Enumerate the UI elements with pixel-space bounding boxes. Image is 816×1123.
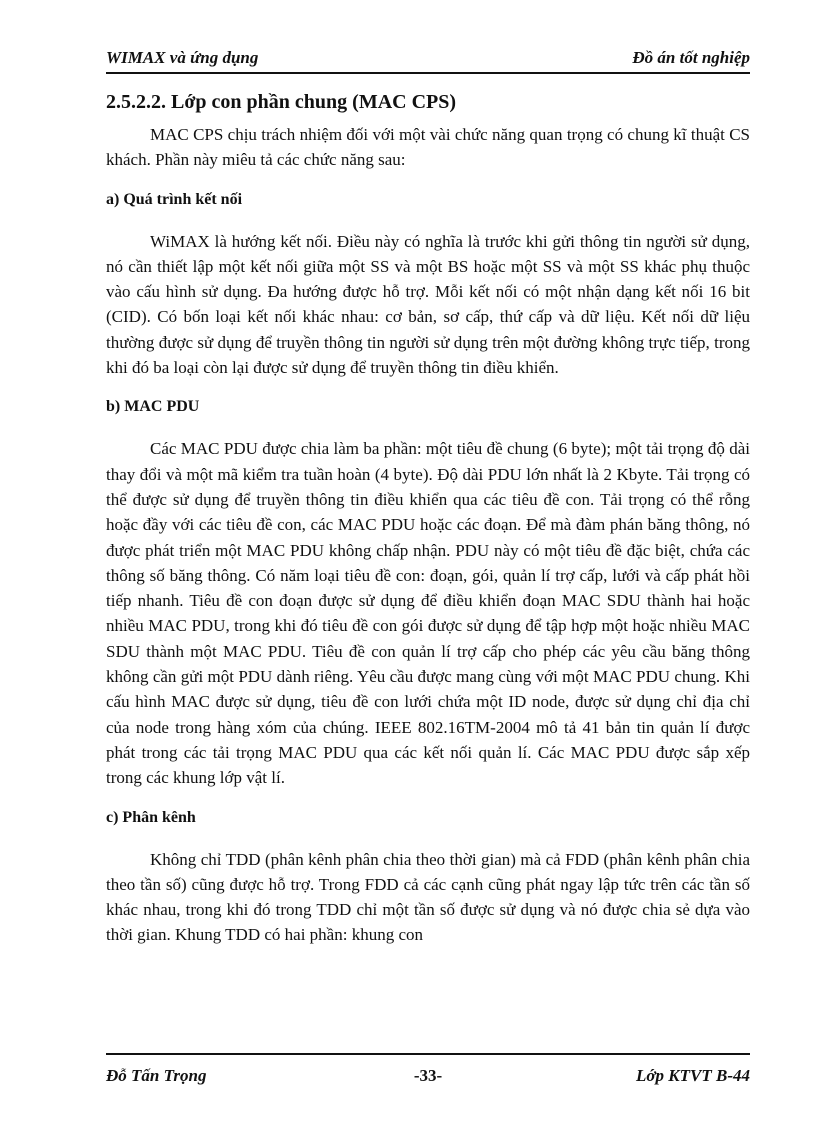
subsection-body-mac-pdu: Các MAC PDU được chia làm ba phần: một tiêu đề chung (6 byte); một tải trọng độ dài thay đổi và một mã kiểm tra tuần hoàn (4 byte). Độ dài PDU lớn nhất là 2 Kbyte. Tải trọng có thể được sử dụng để truyền thông tin điều khiển qua các tiêu đề con. Tải trọng có thể rỗng hoặc đầy với các tiêu đề con, các MAC PDU hoặc các đoạn. Để mà đàm phán băng thông, nó được phát triển một MAC PDU không chấp nhận. PDU này có một tiêu đề đặc biệt, chứa các thông số băng thông. Có năm loại tiêu đề con: đoạn, gói, quản lí trợ cấp, lưới và cấp phát hồi tiếp nhanh. Tiêu đề con đoạn được sử dụng để điều khiển đoạn MAC SDU thành hai hoặc nhiều MAC PDU, trong khi đó tiêu đề con gói được sử dụng để tập hợp một hoặc nhiều MAC SDU thành một MAC PDU. Tiêu đề con quản lí trợ cấp cho phép các yêu cầu băng thông không cần gửi một PDU dành riêng. Yêu cầu được mang cùng với một MAC PDU chung. Khi cấu hình MAC được sử dụng, tiêu đề con lưới chứa một ID node, được sử dụng chỉ địa chỉ của node trong hàng xóm của chúng. IEEE 802.16TM-2004 mô tả 41 bản tin quản lí được phát trong các tải trọng MAC PDU qua các kết nối quản lí. Các MAC PDU được sắp xếp trong các khung lớp vật lí.	[106, 439, 750, 788]
header-document-title: WIMAX và ứng dụng	[106, 48, 259, 67]
footer-divider	[106, 1053, 750, 1055]
header-document-type: Đồ án tốt nghiệp	[632, 48, 750, 67]
subsection-body-connection: WiMAX là hướng kết nối. Điều này có nghĩa là trước khi gửi thông tin người sử dụng, nó cần thiết lập một kết nối giữa một SS và một BS hoặc một SS và một SS khác phụ thuộc vào cấu hình sử dụng. Đa hướng được hỗ trợ. Mỗi kết nối có một nhận dạng kết nối 16 bit (CID). Có bốn loại kết nối khác nhau: cơ bản, sơ cấp, thứ cấp và dữ liệu. Kết nối dữ liệu thường được sử dụng để truyền thông tin người sử dụng trên một đường không trực tiếp, trong khi đó ba loại còn lại được sử dụng để truyền thông tin điều khiển.	[106, 231, 750, 378]
page-footer	[106, 1062, 750, 1088]
page-number: -33-	[413, 1066, 443, 1085]
section-intro: MAC CPS chịu trách nhiệm đối với một vài chức năng quan trọng có chung kĩ thuật CS khách. Phần này miêu tả các chức năng sau:	[106, 125, 750, 170]
subsection-body-duplexing: Không chỉ TDD (phân kênh phân chia theo thời gian) mà cả FDD (phân kênh phân chia theo tần số) cũng được hỗ trợ. Trong FDD cả các cạnh cũng phát ngay lập tức trên các tần số khác nhau, trong khi đó trong TDD chỉ một tần số được sử dụng và nó được chia sẻ dựa vào thời gian. Khung TDD có hai phần: khung con	[106, 849, 750, 945]
header-divider	[106, 72, 750, 74]
footer-class: Lớp KTVT B-44	[636, 1066, 750, 1085]
section-title: 2.5.2.2. Lớp con phần chung (MAC CPS)	[106, 91, 457, 113]
page-header	[106, 44, 750, 70]
subsection-heading-connection: a) Quá trình kết nối	[106, 190, 243, 208]
footer-author: Đỗ Tấn Trọng	[106, 1066, 207, 1085]
subsection-heading-mac-pdu: b) MAC PDU	[106, 398, 200, 416]
page-body	[106, 88, 750, 948]
subsection-heading-duplexing: c) Phân kênh	[106, 808, 196, 826]
